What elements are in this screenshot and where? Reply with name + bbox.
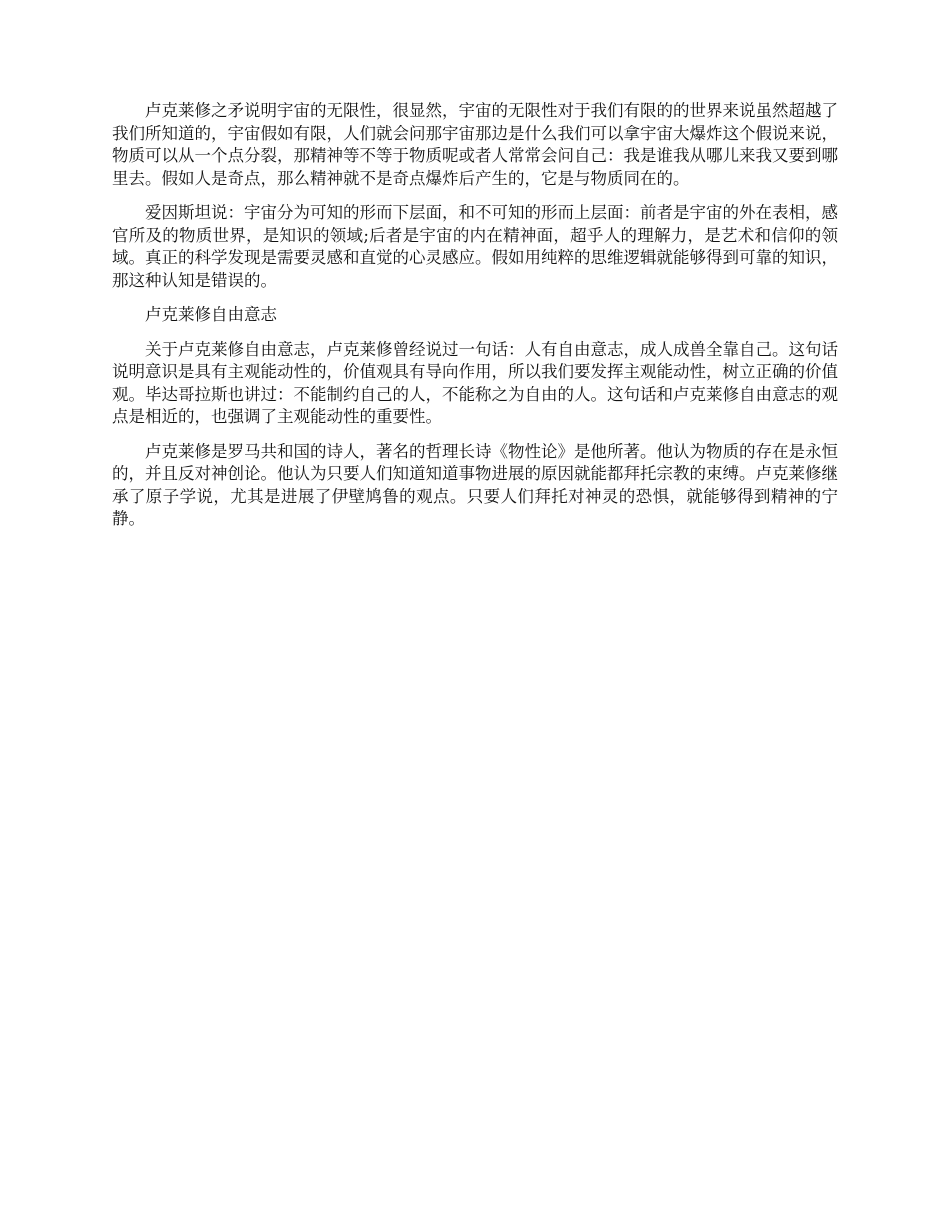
section-heading-free-will: 卢克莱修自由意志 <box>145 305 277 324</box>
paragraph-lucretius-bio: 卢克莱修是罗马共和国的诗人，著名的哲理长诗《物性论》是他所著。他认为物质的存在是永恒的，并且反对神创论。他认为只要人们知道知道事物进展的原因就能都拜托宗教的束缚。卢克莱修继承了原子学说，尤其是进展了伊壁鸠鲁的观点。只要人们拜托对神灵的恐惧，就能够得到精神的宁静。 <box>112 441 838 528</box>
paragraph-free-will: 关于卢克莱修自由意志，卢克莱修曾经说过一句话：人有自由意志，成人成兽全靠自己。这句话说明意识是具有主观能动性的，价值观具有导向作用，所以我们要发挥主观能动性，树立正确的价值观。毕达哥拉斯也讲过：不能制约自己的人，不能称之为自由的人。这句话和卢克莱修自由意志的观点是相近的，也强调了主观能动性的重要性。 <box>112 339 838 426</box>
paragraph-einstein-quote: 爱因斯坦说：宇宙分为可知的形而下层面，和不可知的形而上层面：前者是宇宙的外在表相，感官所及的物质世界，是知识的领域;后者是宇宙的内在精神面，超乎人的理解力，是艺术和信仰的领域。真正的科学发现是需要灵感和直觉的心灵感应。假如用纯粹的思维逻辑就能够得到可靠的知识，那这种认知是错误的。 <box>112 203 838 290</box>
document-body <box>112 100 838 543</box>
paragraph-universe-infinity: 卢克莱修之矛说明宇宙的无限性，很显然，宇宙的无限性对于我们有限的的世界来说虽然超越了我们所知道的，宇宙假如有限，人们就会问那宇宙那边是什么我们可以拿宇宙大爆炸这个假说来说，物质可以从一个点分裂，那精神等不等于物质呢或者人常常会问自己：我是谁我从哪儿来我又要到哪里去。假如人是奇点，那么精神就不是奇点爆炸后产生的，它是与物质同在的。 <box>112 101 838 188</box>
